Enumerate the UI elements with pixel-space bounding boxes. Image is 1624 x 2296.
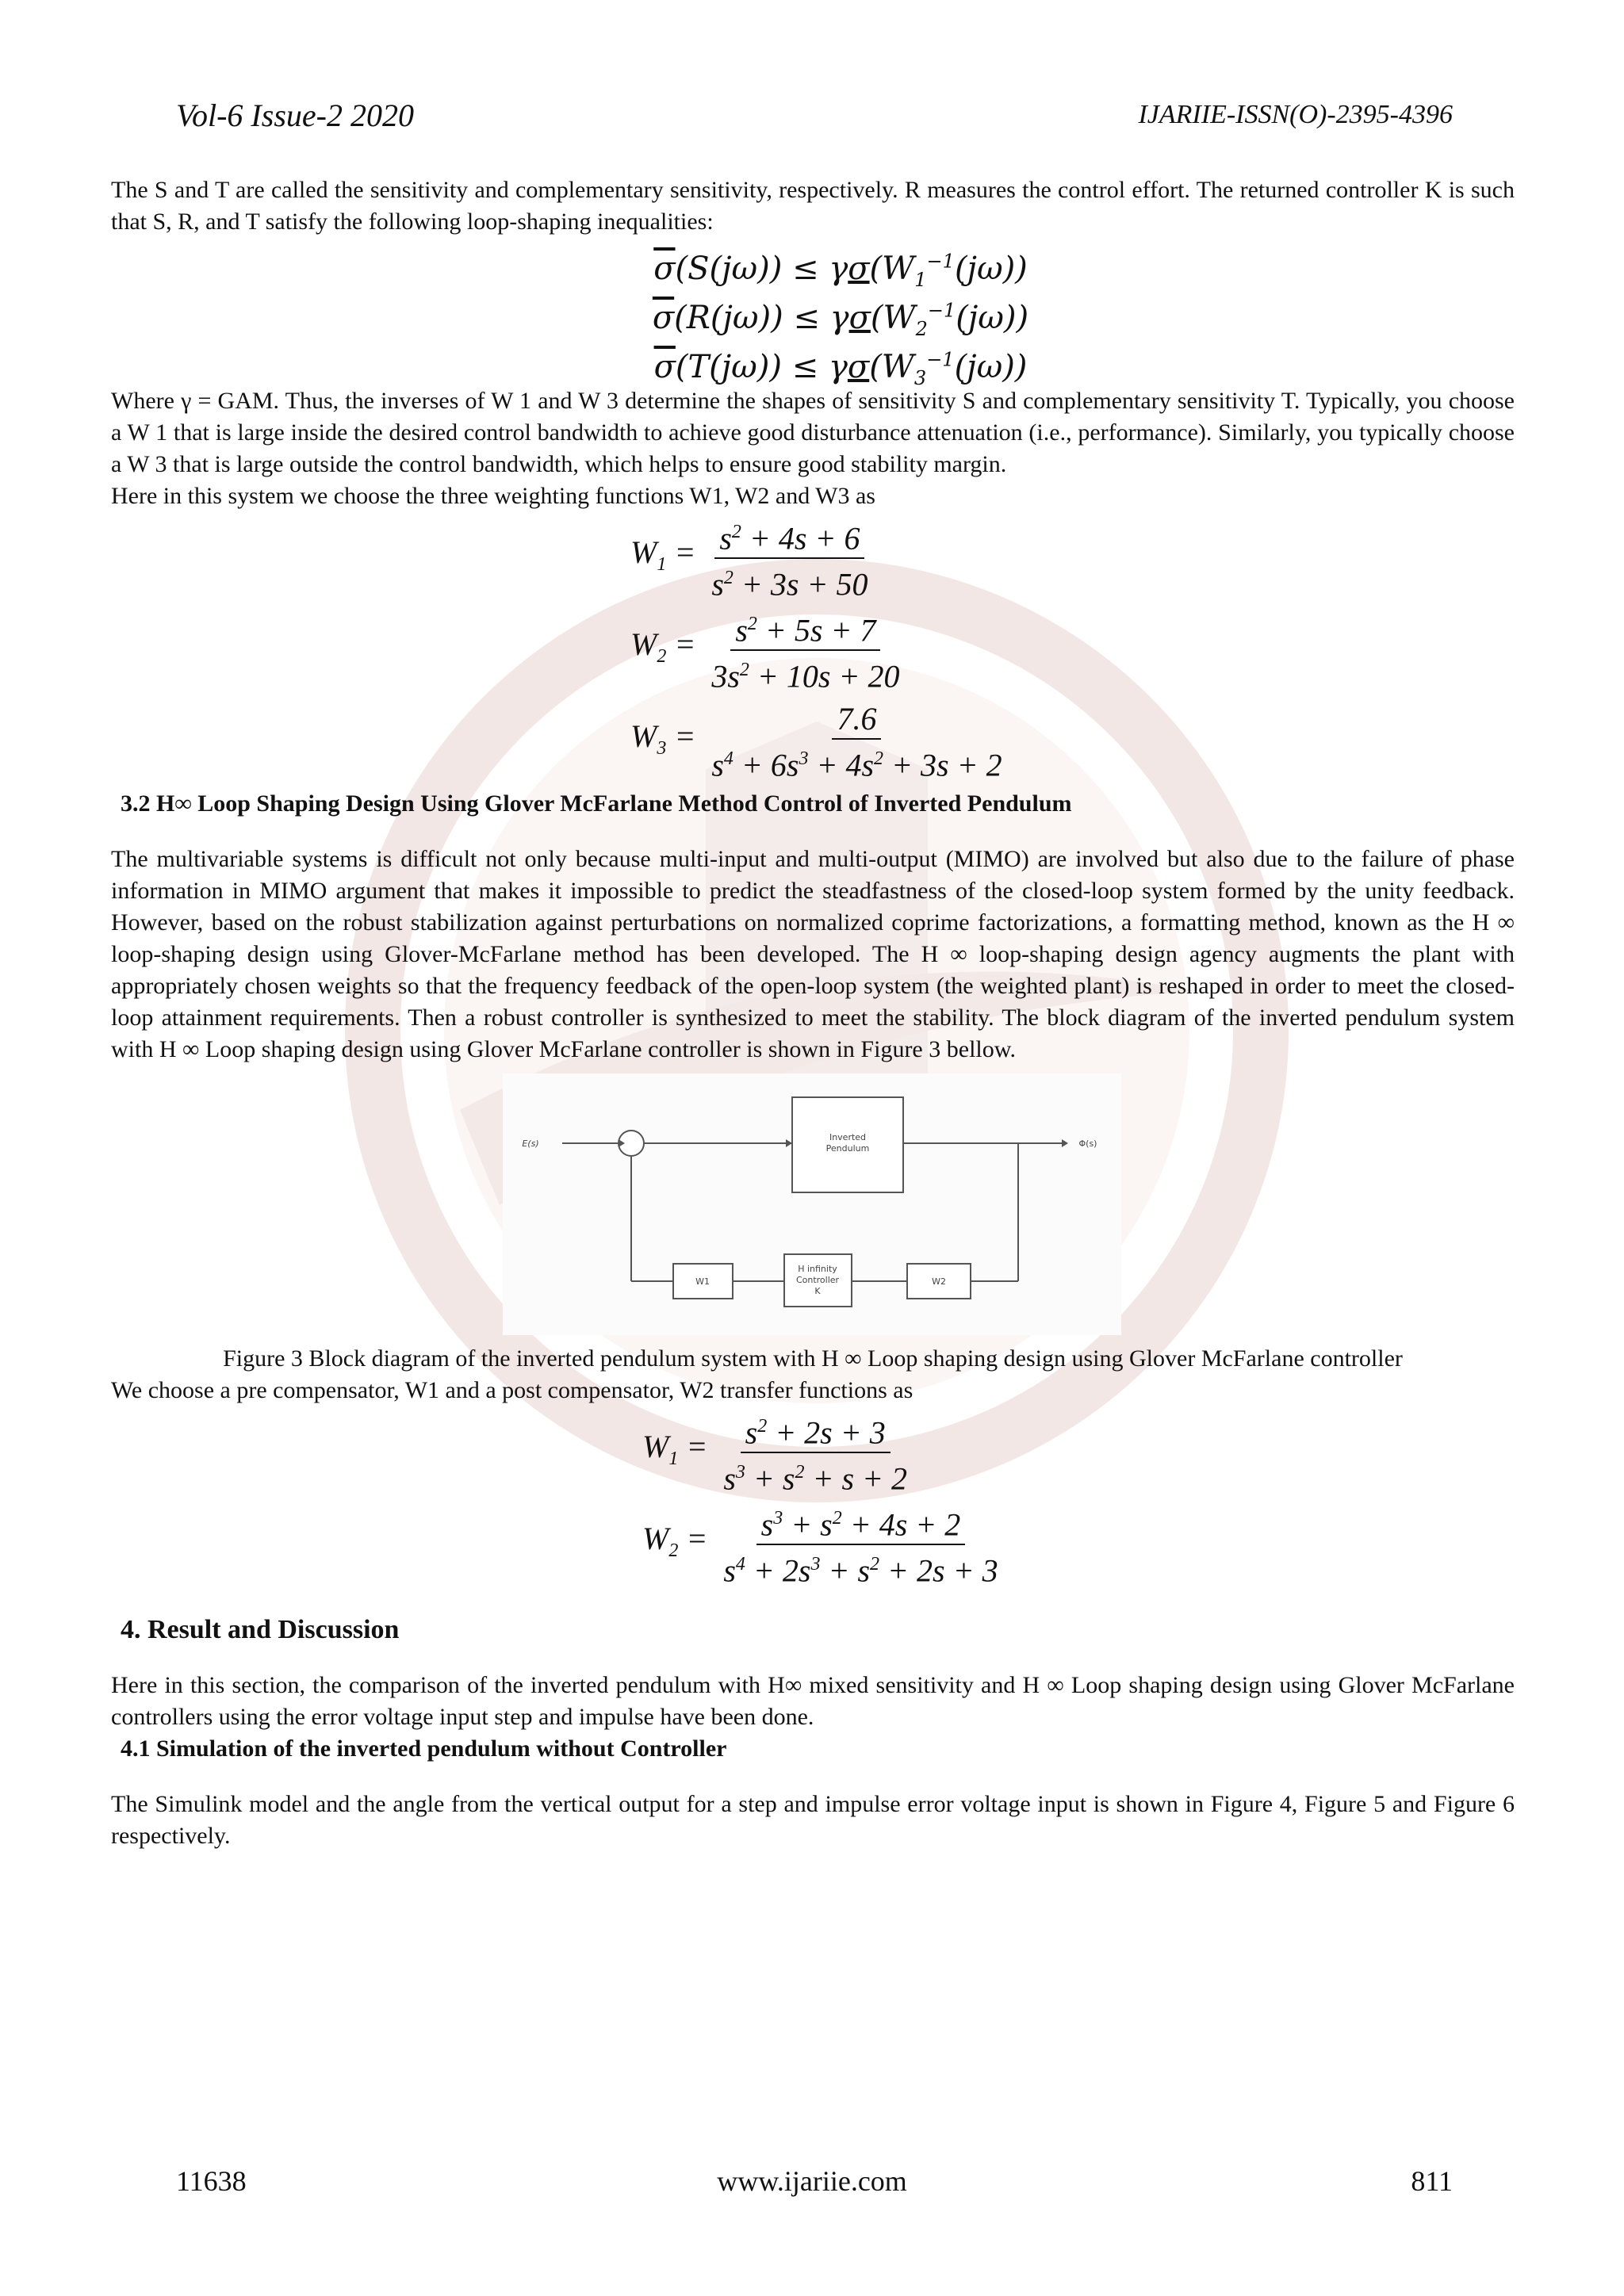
section-heading-3-2: 3.2 H∞ Loop Shaping Design Using Glover McFarlane Method Control of Inverted Pendulum [121, 790, 1072, 817]
equation-w1: $W_1$ = $\frac{s^2 + 4s + 6}{s^2 + 3s + 50}$ [630, 512, 1515, 604]
w2-label: W2 [932, 1276, 946, 1287]
inequality-sensitivity: $\overline{\sigma}(S(j\omega)) \le \gamma\sigma(W_1^{-1}(j\omega))$ [653, 251, 1028, 292]
journal-volume: Vol-6 Issue-2 2020 [176, 98, 414, 133]
controller-label-line3: K [814, 1286, 821, 1296]
simulation-paragraph: The Simulink model and the angle from the vertical output for a step and impulse error voltage input is shown in Figure 4, Figure 5 and Figure 6 respectively. [111, 1791, 1515, 1849]
intro-paragraph: The S and T are called the sensitivity and complementary sensitivity, respectively. R measures the control effort. The returned controller K is such that S, R, and T satisfy the following loop-shaping inequalities: [111, 177, 1515, 235]
arrow-into-plant [786, 1139, 792, 1147]
arrow-output [1062, 1139, 1068, 1147]
block-diagram-svg [503, 1073, 1121, 1335]
equation-postcomp-w2: $W_2$ = $\frac{s^3 + s^2 + 4s + 2}{s^4 + 2s^3 + s^2 + 2s + 3}$ [642, 1498, 1515, 1590]
page-number: 811 [1411, 2165, 1453, 2197]
journal-website: www.ijariie.com [717, 2165, 907, 2197]
controller-label-line2: Controller [795, 1275, 840, 1285]
where-paragraph: Where γ = GAM. Thus, the inverses of W 1 and W 3 determine the shapes of sensitivity S and complementary sensitivity T. Typically, you choose a W 1 that is large inside the desired control bandwidth to achieve good disturbance attenuation (i.e., performance). Similarly, you typically choose a W 3 that is large outside the control bandwidth, which helps to ensure good stability margin. [111, 388, 1515, 477]
figure-3-block-diagram [503, 1073, 1121, 1335]
result-paragraph: Here in this section, the comparison of the inverted pendulum with H∞ mixed sensitivity and H ∞ Loop shaping design using Glover McFarlane controllers using the error voltage input step and impulse have been done. [111, 1672, 1515, 1730]
input-label: E(s) [522, 1138, 539, 1149]
section-heading-4-1: 4.1 Simulation of the inverted pendulum without Controller [121, 1735, 727, 1762]
journal-issn: IJARIIE-ISSN(O)-2395-4396 [1138, 100, 1453, 129]
inequality-control-effort: $\overline{\sigma}(R(j\omega)) \le \gamma\sigma(W_2^{-1}(j\omega))$ [652, 300, 1029, 341]
plant-label-line2: Pendulum [825, 1143, 870, 1154]
w1-label: W1 [695, 1276, 710, 1287]
main-content [111, 174, 1515, 1852]
inequality-complementary: $\overline{\sigma}(T(j\omega)) \le \gamma\sigma(W_3^{-1}(j\omega))$ [653, 349, 1028, 390]
page-footer [0, 2164, 1624, 2204]
page-header [0, 97, 1624, 136]
equation-precomp-w1: $W_1$ = $\frac{s^2 + 2s + 3}{s^3 + s^2 + s + 2}$ [642, 1406, 1515, 1498]
plant-label-line1: Inverted [829, 1132, 867, 1142]
choose-weights-paragraph: Here in this system we choose the three weighting functions W1, W2 and W3 as [111, 483, 875, 509]
equation-w3: $W_3$ = $\frac{7.6}{s^4 + 6s^3 + 4s^2 + 3s + 2}$ [630, 700, 1002, 783]
precompensator-paragraph: We choose a pre compensator, W1 and a post compensator, W2 transfer functions as [111, 1377, 914, 1403]
section-heading-4: 4. Result and Discussion [121, 1615, 400, 1644]
figure-3-caption: Figure 3 Block diagram of the inverted pendulum system with H ∞ Loop shaping design using Glover McFarlane controller [223, 1345, 1403, 1372]
equation-w2: $W_2$ = $\frac{s^2 + 5s + 7}{3s^2 + 10s + 20}$ [630, 604, 1515, 696]
paper-id: 11638 [176, 2165, 247, 2197]
mimo-paragraph: The multivariable systems is difficult not only because multi-input and multi-output (MIMO) are involved but also due to the failure of phase information in MIMO argument that makes it impossible to predict the steadfastness of the closed-loop system formed by the unity feedback. However, based on the robust stabilization against perturbations on normalized coprime factorizations, a formatting method, known as the H ∞ loop-shaping design using Glover-McFarlane method has been developed. The H ∞ loop-shaping design agency augments the plant with appropriately chosen weights so that the frequency feedback of the open-loop system (the weighted plant) is reshaped in order to meet the closed-loop attainment requirements. Then a robust controller is synthesized to meet the stability. The block diagram of the inverted pendulum system with H ∞ Loop shaping design using Glover McFarlane controller is shown in Figure 3 bellow. [111, 846, 1515, 1062]
loop-shaping-inequalities [111, 238, 1515, 390]
output-label: Φ(s) [1078, 1138, 1097, 1149]
controller-label-line1: H infinity [798, 1264, 837, 1274]
